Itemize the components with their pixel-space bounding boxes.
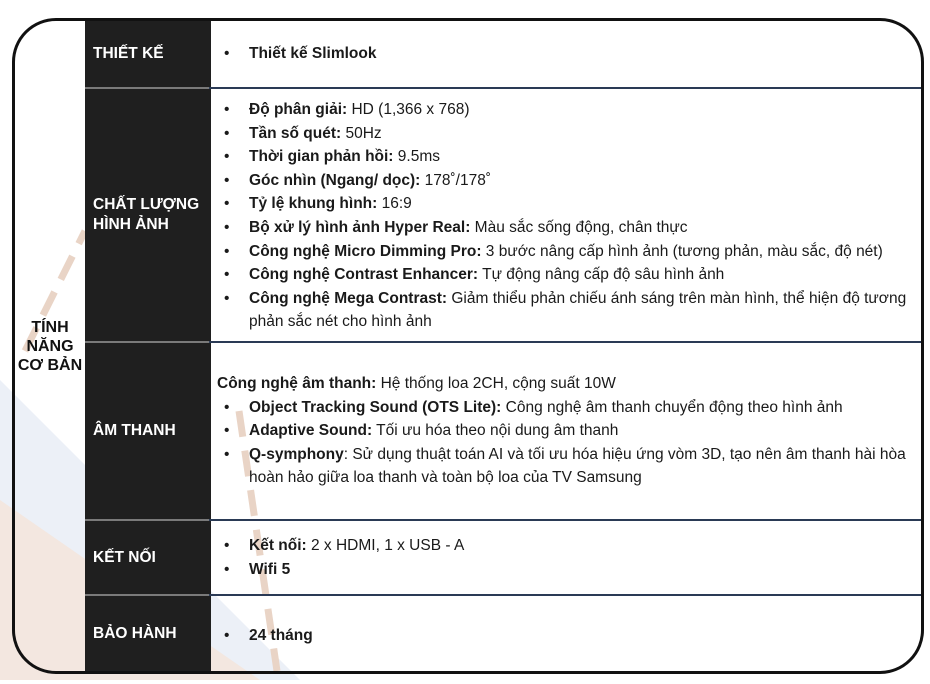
list-item: • Tỷ lệ khung hình: 16:9 (224, 195, 412, 213)
list-item: • Wifi 5 (224, 560, 291, 578)
row-content-connectivity (209, 521, 921, 594)
list-item: • Q-symphony: Sử dụng thuật toán AI và tối ưu hóa hiệu ứng vòm 3D, tạo nên âm thanh hài hòa hoàn hảo giữa loa thanh và toàn bộ loa của TV Samsung (224, 445, 906, 487)
list-item: • Công nghệ Mega Contrast: Giảm thiểu phản chiếu ánh sáng trên màn hình, thể hiện độ tương phản sắc nét cho hình ảnh (224, 289, 907, 331)
row-header-design: THIẾT KẾ (85, 21, 209, 87)
row-header-connectivity: KẾT NỐI (85, 521, 209, 594)
list-item: • Công nghệ Contrast Enhancer: Tự động nâng cấp độ sâu hình ảnh (224, 266, 725, 284)
list-item: • Góc nhìn (Ngang/ dọc): 178˚/178˚ (224, 171, 492, 189)
list-item: • Công nghệ Micro Dimming Pro: 3 bước nâng cấp hình ảnh (tương phản, màu sắc, độ nét) (224, 242, 883, 260)
spec-table-frame (12, 18, 924, 674)
list-item: • 24 tháng (224, 627, 313, 644)
list-item: • Bộ xử lý hình ảnh Hyper Real: Màu sắc sống động, chân thực (224, 218, 688, 236)
list-item: • Thiết kế Slimlook (224, 45, 377, 62)
section-title: TÍNH NĂNG CƠ BẢN (17, 318, 83, 374)
row-content-picture-quality (209, 89, 921, 341)
list-item: • Adaptive Sound: Tối ưu hóa theo nội dung âm thanh (224, 422, 619, 440)
row-content-warranty (209, 596, 921, 671)
section-side (15, 21, 85, 671)
row-header-sound: ÂM THANH (85, 343, 209, 519)
list-item: • Tần số quét: 50Hz (224, 124, 382, 142)
row-header-warranty: BẢO HÀNH (85, 596, 209, 671)
sound-intro: Công nghệ âm thanh: Hệ thống loa 2CH, cộng suất 10W (217, 375, 616, 392)
list-item: • Thời gian phản hồi: 9.5ms (224, 148, 440, 166)
list-item: • Kết nối: 2 x HDMI, 1 x USB - A (224, 537, 465, 554)
row-header-picture-quality: CHẤT LƯỢNG HÌNH ẢNH (85, 89, 209, 341)
list-item: • Độ phân giải: HD (1,366 x 768) (224, 101, 470, 118)
row-content-design (209, 21, 921, 87)
list-item: • Object Tracking Sound (OTS Lite): Công nghệ âm thanh chuyển động theo hình ảnh (224, 398, 843, 416)
row-content-sound (209, 343, 921, 519)
